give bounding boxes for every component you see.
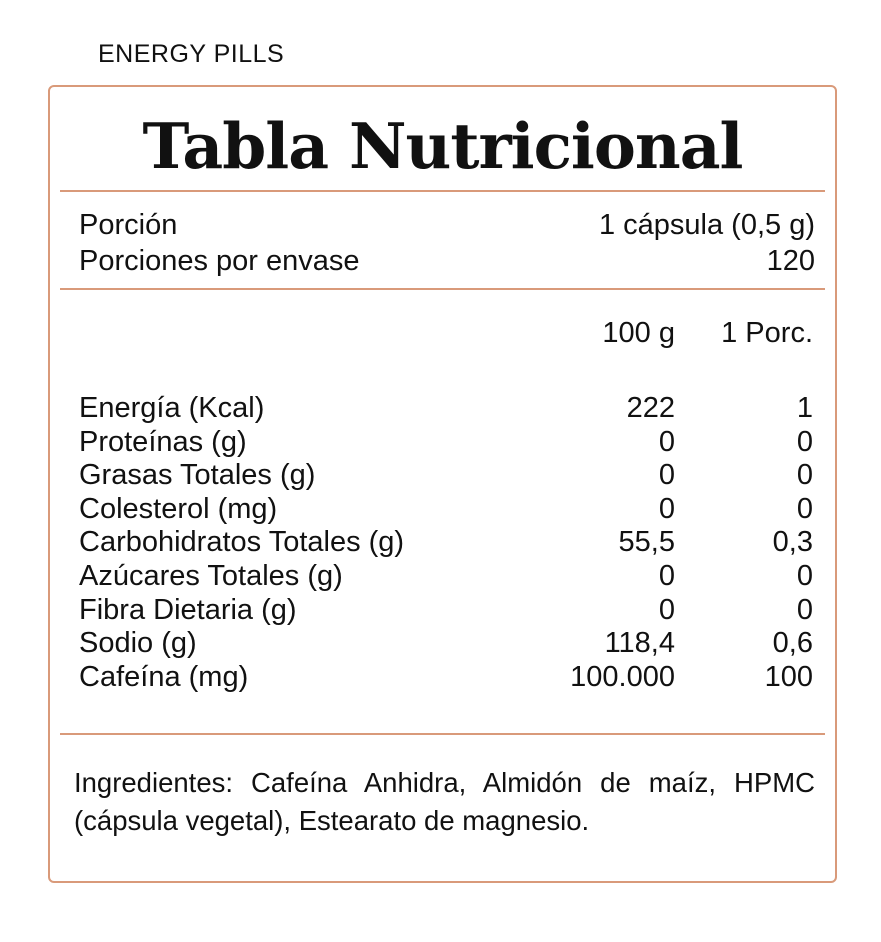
nutrient-value-100g: 100.000 [570, 660, 675, 693]
nutrient-label: Proteínas (g) [79, 425, 247, 458]
nutrient-row [79, 559, 815, 593]
nutrient-value-100g: 0 [658, 560, 675, 592]
nutrient-label: Azúcares Totales (g) [79, 560, 343, 592]
nutrient-row [79, 525, 815, 559]
serving-size-row [79, 208, 815, 242]
nutrient-value-100g: 0 [658, 425, 675, 458]
nutrient-value-per-serving: 0 [796, 459, 813, 492]
column-header-100g: 100 g [602, 317, 675, 349]
nutrient-row [79, 626, 815, 660]
nutrient-label: Grasas Totales (g) [79, 459, 316, 492]
nutrient-value-100g: 55,5 [618, 526, 675, 559]
column-headers [79, 316, 815, 350]
serving-size-value: 1 cápsula (0,5 g) [598, 209, 815, 241]
nutrient-label: Energía (Kcal) [79, 392, 265, 424]
nutrient-row [79, 425, 815, 459]
servings-per-container-row [79, 244, 815, 278]
divider-middle [60, 288, 825, 290]
nutrient-value-per-serving: 0 [796, 593, 813, 626]
nutrient-row [79, 593, 815, 627]
nutrient-value-per-serving: 0,3 [772, 526, 813, 559]
column-header-per-serving: 1 Porc. [721, 317, 813, 349]
nutrient-label: Fibra Dietaria (g) [79, 593, 297, 626]
nutrient-value-100g: 0 [658, 492, 675, 525]
nutrient-label: Cafeína (mg) [79, 660, 249, 693]
ingredients-text: Ingredientes: Cafeína Anhidra, Almidón de maíz, HPMC (cápsula vegetal), Estearato de magnesio. [74, 767, 815, 836]
table-title: Tabla Nutricional [142, 109, 743, 183]
nutrient-value-per-serving: 0 [796, 560, 813, 592]
nutrient-label: Colesterol (mg) [79, 492, 278, 525]
nutrient-value-100g: 222 [626, 392, 675, 424]
product-name: ENERGY PILLS [98, 40, 285, 68]
nutrient-value-per-serving: 1 [796, 392, 813, 424]
nutrient-value-100g: 0 [658, 593, 675, 626]
nutrient-value-per-serving: 0 [796, 425, 813, 458]
nutrient-value-per-serving: 0 [796, 492, 813, 525]
servings-per-container-value: 120 [766, 245, 815, 277]
nutrition-table [48, 85, 837, 883]
serving-size-label: Porción [79, 209, 178, 241]
nutrient-row [79, 458, 815, 492]
nutrient-row [79, 492, 815, 526]
nutrient-value-100g: 118,4 [604, 627, 675, 660]
nutrient-label: Sodio (g) [79, 627, 197, 660]
nutrient-row [79, 660, 815, 694]
nutrient-value-per-serving: 0,6 [772, 627, 813, 660]
servings-per-container-label: Porciones por envase [79, 245, 360, 277]
nutrient-row [79, 391, 815, 425]
nutrient-value-100g: 0 [658, 459, 675, 492]
divider-top [60, 190, 825, 192]
nutrient-label: Carbohidratos Totales (g) [79, 526, 405, 559]
divider-bottom [60, 733, 825, 735]
nutrient-value-per-serving: 100 [764, 660, 813, 693]
